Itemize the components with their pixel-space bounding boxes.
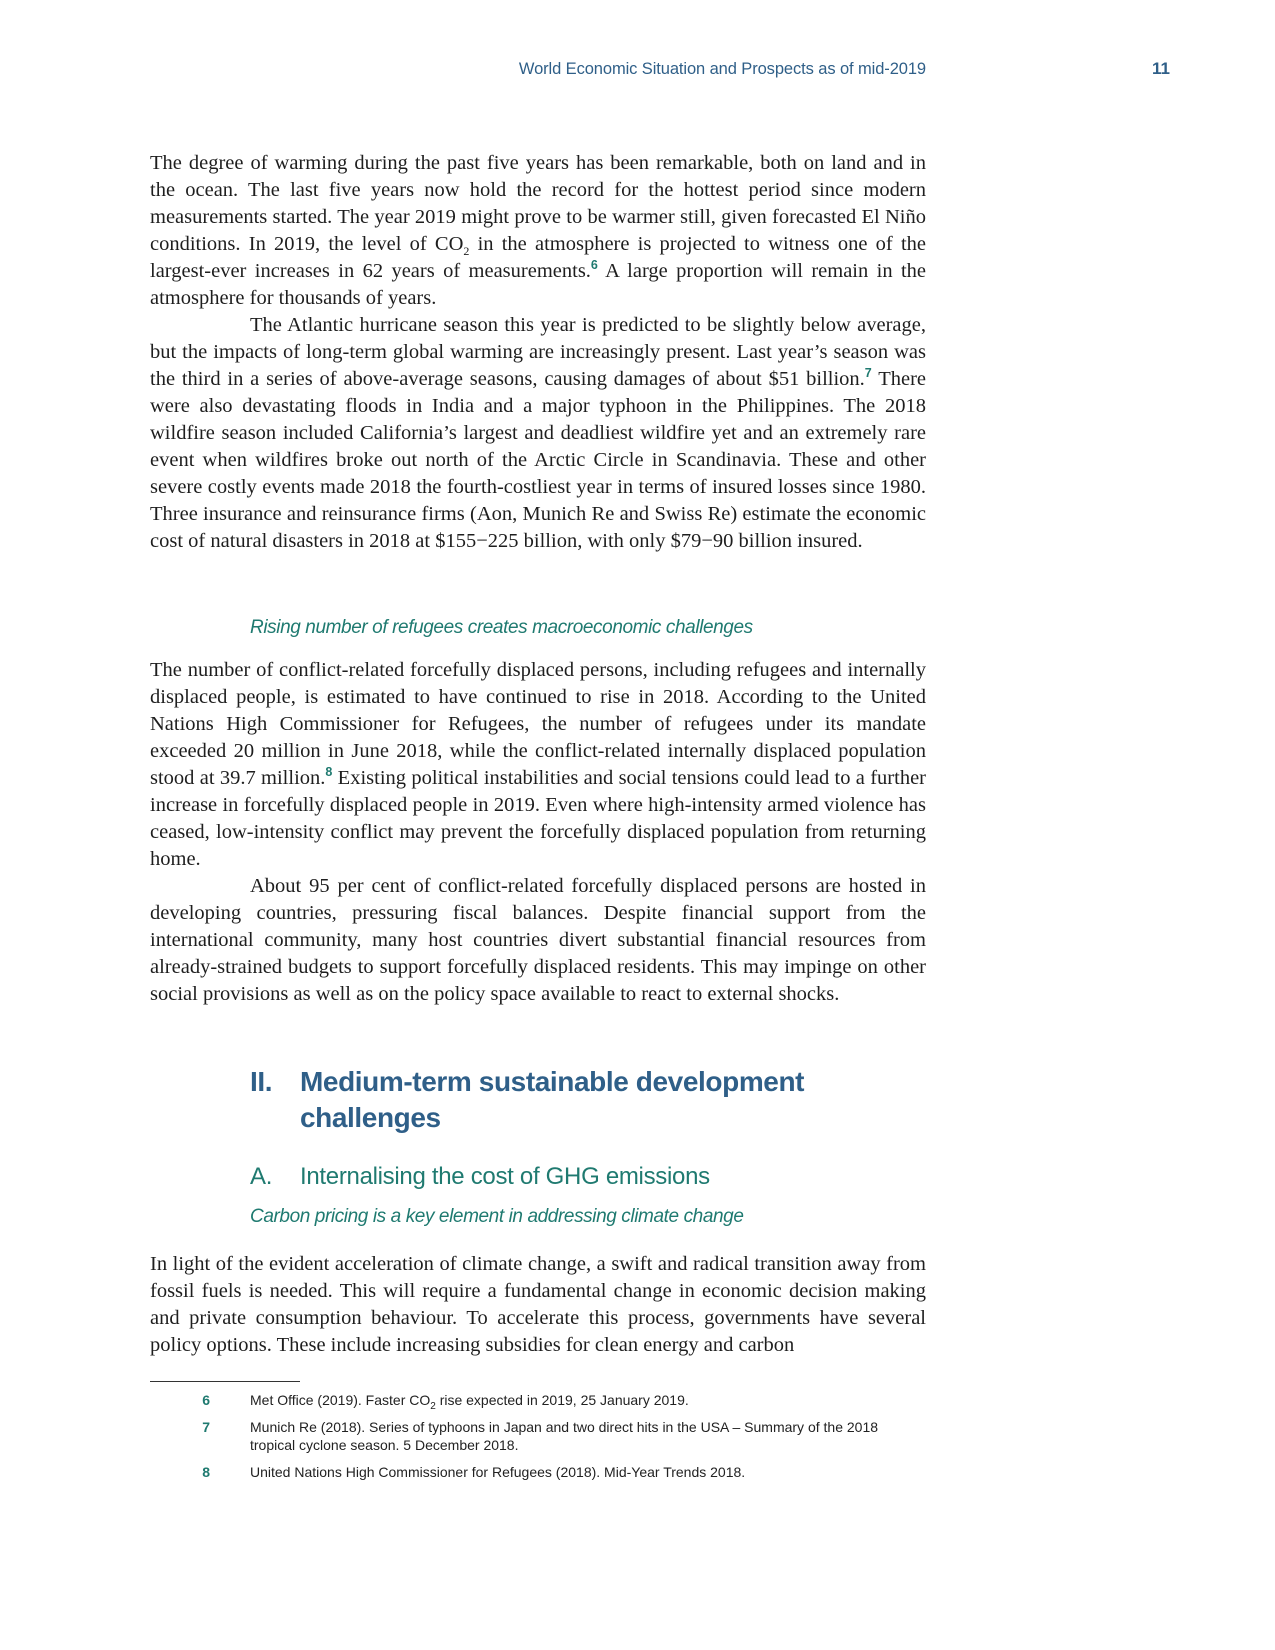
footnote-text: United Nations High Commissioner for Refugees (2018). Mid-Year Trends 2018. [250, 1464, 746, 1480]
body-section-carbon [150, 1251, 926, 1359]
footnote-text: Met Office (2019). Faster $CO_2$ rise expected in 2019, 25 January 2019. [250, 1392, 689, 1412]
section-heading [250, 1163, 890, 1191]
footnote-6 [150, 1391, 926, 1412]
footnote-8 [150, 1463, 926, 1481]
paragraph-warming: The degree of warming during the past five years has been remarkable, both on land and in the ocean. The last five years now hold the record for the hottest period since modern measurements started. The year 2019 might prove to be warmer still, given forecasted El Niño conditions. In 2019, the level of $CO_2$ in the atmosphere is projected to witness one of the largest-ever increases in 62 years of measurements.$^6$ A large proportion will remain in the atmosphere for thousands of years. [150, 152, 926, 309]
footnote-7 [150, 1418, 926, 1454]
paragraph-hosted: About 95 per cent of conflict-related forcefully displaced persons are hosted in developing countries, pressuring fiscal balances. Despite financial support from the international community, many host countries divert substantial financial resources from already-strained budgets to support forcefully displaced residents. This may impinge on other social provisions as well as on the policy space available to react to external shocks. [150, 875, 926, 1005]
chapter-number: II. [250, 1066, 273, 1097]
paragraph-hurricane: The Atlantic hurricane season this year is predicted to be slightly below average, but the impacts of long-term global warming are increasingly present. Last year’s season was the third in a series of above-average seasons, causing damages of about $51 billion.$^7$ There were also devastating floods in India and a major typhoon in the Philippines. The 2018 wildfire season included California’s largest and deadliest wildfire yet and an extremely rare event when wildfires broke out north of the Arctic Circle in Scandinavia. These and other severe costly events made 2018 the fourth-costliest year in terms of insured losses since 1980. Three insurance and reinsurance firms (Aon, Munich Re and Swiss Re) estimate the economic cost of natural disasters in 2018 at $155−225 billion, with only $79−90 billion insured. [150, 314, 926, 552]
page-number: 11 [1152, 59, 1170, 78]
footnote-text: Munich Re (2018). Series of typhoons in Japan and two direct hits in the USA – Summary of the 2018 tropical cyclone season. 5 December 2018. [250, 1419, 879, 1453]
running-header-title: World Economic Situation and Prospects as of mid-2019 [518, 60, 926, 78]
co2-subscript: 2 [463, 244, 470, 259]
footnote-number: 6 [202, 1392, 210, 1408]
section-number: A. [250, 1163, 273, 1190]
body-section-climate [150, 150, 926, 555]
subheading-refugees: Rising number of refugees creates macroeconomic challenges [250, 617, 753, 638]
footnote-number: 7 [202, 1419, 210, 1435]
body-section-refugees [150, 657, 926, 1008]
section-title: Internalising the cost of GHG emissions [300, 1163, 710, 1190]
chapter-heading [250, 1064, 890, 1136]
subheading-carbon: Carbon pricing is a key element in addressing climate change [250, 1206, 744, 1227]
footnote-divider [150, 1381, 300, 1382]
chapter-title: Medium-term sustainable development challenges [300, 1066, 805, 1133]
footnotes [150, 1391, 926, 1490]
footnote-ref-6[interactable]: 6 [590, 258, 598, 273]
footnote-ref-7[interactable]: 7 [864, 366, 872, 381]
paragraph-displaced: The number of conflict-related forcefully displaced persons, including refugees and internally displaced people, is estimated to have continued to rise in 2018. According to the United Nations High Commissioner for Refugees, the number of refugees under its mandate exceeded 20 million in June 2018, while the conflict-related internally displaced population stood at 39.7 million.$^8$ Existing political instabilities and social tensions could lead to a further increase in forcefully displaced people in 2019. Even where high-intensity armed violence has ceased, low-intensity conflict may prevent the forcefully displaced population from returning home. [150, 659, 926, 870]
paragraph-transition: In light of the evident acceleration of climate change, a swift and radical transition away from fossil fuels is needed. This will require a fundamental change in economic decision making and private consumption behaviour. To accelerate this process, governments have several policy options. These include increasing subsidies for clean energy and carbon [150, 1253, 926, 1356]
footnote-ref-8[interactable]: 8 [325, 765, 333, 780]
footnote-number: 8 [202, 1464, 210, 1480]
